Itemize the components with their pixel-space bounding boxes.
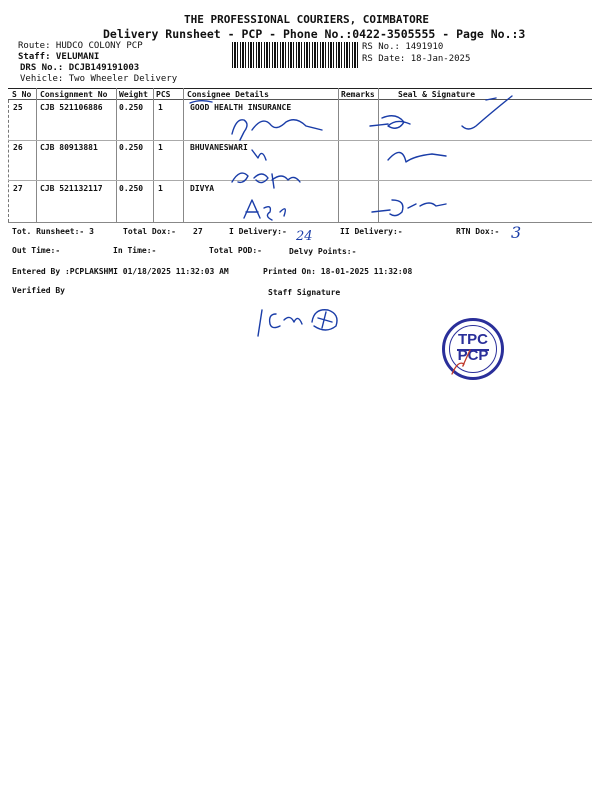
header-sno: S No xyxy=(12,90,32,99)
row-sno: 26 xyxy=(13,143,23,152)
total-dox-label: Total Dox:- xyxy=(123,227,176,236)
rs-date: RS Date: 18-Jan-2025 xyxy=(362,54,471,64)
header-consignee: Consignee Details xyxy=(187,90,269,99)
ii-delivery-label: II Delivery:- xyxy=(340,227,403,236)
in-time: In Time:- xyxy=(113,246,157,255)
stamp-ink-mark xyxy=(448,340,478,380)
ink-staff-signature xyxy=(258,310,337,336)
row-weight: 0.250 xyxy=(119,103,144,112)
ink-remark-row1 xyxy=(370,116,410,129)
total-dox-value: 27 xyxy=(193,227,203,236)
route: Route: HUDCO COLONY PCP xyxy=(18,41,143,51)
header-consignment: Consignment No xyxy=(40,90,108,99)
row-pcs: 1 xyxy=(158,143,163,152)
rtn-dox-label: RTN Dox:- xyxy=(456,227,500,236)
header-remarks: Remarks xyxy=(341,90,375,99)
header-weight: Weight xyxy=(119,90,148,99)
stamp-line1: TPC xyxy=(458,331,488,348)
tot-runsheet: Tot. Runsheet:- 3 xyxy=(12,227,94,236)
delvy-points: Delvy Points:- xyxy=(289,247,357,256)
row-consignment: CJB 521106886 xyxy=(40,103,103,112)
verified-by: Verified By xyxy=(12,286,65,295)
i-delivery-label: I Delivery:- xyxy=(229,227,287,236)
row-weight: 0.250 xyxy=(119,143,144,152)
header-seal-signature: Seal & Signature xyxy=(398,90,476,99)
staff: Staff: VELUMANI xyxy=(18,52,100,62)
entered-by: Entered By :PCPLAKSHMI 01/18/2025 11:32:03 AM xyxy=(12,267,229,276)
staff-signature-label: Staff Signature xyxy=(268,288,341,297)
ink-check-row1 xyxy=(462,96,512,129)
stamp-line2: PCP xyxy=(457,347,489,364)
ink-pg-hoory xyxy=(232,173,300,188)
out-time: Out Time:- xyxy=(12,246,61,255)
handwritten-rtn-dox: 3 xyxy=(511,223,522,242)
row-consignment: CJB 80913881 xyxy=(40,143,98,152)
ink-underline-good xyxy=(190,101,212,103)
row-pcs: 1 xyxy=(158,184,163,193)
ink-remark-row3 xyxy=(372,200,446,216)
company-name: THE PROFESSIONAL COURIERS, COIMBATORE xyxy=(184,13,430,26)
rs-number: RS No.: 1491910 xyxy=(362,42,444,52)
handwritten-i-delivery: 24 xyxy=(296,229,313,244)
ink-signature-row1 xyxy=(232,120,322,140)
row-weight: 0.250 xyxy=(119,184,144,193)
ink-a36 xyxy=(244,200,285,220)
vehicle: Vehicle: Two Wheeler Delivery xyxy=(20,74,178,84)
row-sno: 27 xyxy=(13,184,23,193)
total-pod: Total POD:- xyxy=(209,246,262,255)
drs-number: DRS No.: DCJB149191003 xyxy=(20,63,140,73)
row-consignment: CJB 521132117 xyxy=(40,184,103,193)
header-pcs: PCS xyxy=(156,90,171,99)
printed-on: Printed On: 18-01-2025 11:32:08 xyxy=(263,267,413,276)
row-sno: 25 xyxy=(13,103,23,112)
row-consignee: DIVYA xyxy=(190,184,215,193)
ink-signature-row2 xyxy=(252,150,446,162)
runsheet-title: Delivery Runsheet - PCP - Phone No.:0422-3505555 - Page No.:3 xyxy=(103,27,526,41)
row-pcs: 1 xyxy=(158,103,163,112)
row-consignee: BHUVANESWARI xyxy=(190,143,248,152)
row-consignee: GOOD HEALTH INSURANCE xyxy=(190,103,292,112)
